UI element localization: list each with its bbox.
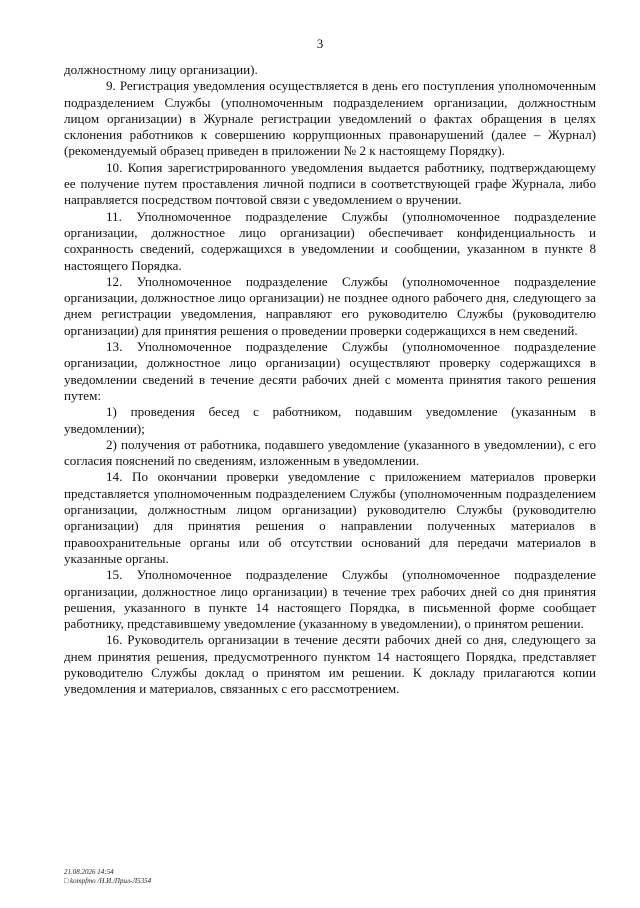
paragraph-13-item-2: 2) получения от работника, подавшего уведомление (указанного в уведомлении), с его согласия пояснений по сведениям, изложенным в уведомлении. (64, 436, 596, 469)
paragraph-16: 16. Руководитель организации в течение десяти рабочих дней со дня, следующего за днем принятия решения, предусмотренного пунктом 14 настоящего Порядка, представляет руководителю Службы доклад о принятом им решении. К докладу прилагаются копии уведомления и материалов, связанных с его рассмотрением. (64, 632, 596, 697)
paragraph-continuation: должностному лицу организации). (64, 62, 258, 77)
paragraph-11: 11. Уполномоченное подразделение Службы (уполномоченное подразделение организации, должностное лицо организации) обеспечивает конфиденциальность и сохранность сведений, содержащихся в уведомлении и сообщении, указанном в пункте 8 настоящего Порядка. (64, 208, 596, 273)
footer-date: 21.08.2026 14:54 (64, 868, 114, 876)
paragraph-14: 14. По окончании проверки уведомление с приложением материалов проверки представляется уполномоченным подразделением Службы (уполномоченным подразделением организации, должностным лицом организации) руководителю Службы (руководителю организации) для принятия решения о направлении полученных материалов в правоохранительные органы или об отсутствии оснований для передачи материалов в указанные органы. (64, 469, 596, 566)
document-footer (64, 868, 151, 886)
paragraph-12: 12. Уполномоченное подразделение Службы (уполномоченное подразделение организации, должностное лицо организации) не позднее одного рабочего дня, следующего за днем регистрации уведомления, направляют его руководителю Службы (руководителю организации) для принятия решения о проведении проверки содержащихся в нем сведений. (64, 273, 596, 338)
page-number: 3 (316, 36, 324, 51)
document-body (64, 62, 596, 698)
paragraph-15: 15. Уполномоченное подразделение Службы (уполномоченное подразделение организации, должностное лицо организации) в течение трех рабочих дней со дня принятия решения, указанного в пункте 14 настоящего Порядка, в письменной форме сообщает работнику, представившему уведомление (указанному в уведомлении), о принятом решении. (64, 567, 596, 632)
paragraph-13: 13. Уполномоченное подразделение Службы (уполномоченное подразделение организации, должностное лицо организации) осуществляют проверку содержащихся в уведомлении сведений в течение десяти рабочих дней с момента принятия такого решения путем: (64, 339, 596, 403)
paragraph-9: 9. Регистрация уведомления осуществляется в день его поступления уполномоченным подразделением Службы (уполномоченным подразделением организации, должностным лицом организации) в Журнале регистрации уведомлений о фактах обращения в целях склонения работников к совершению коррупционных правонарушений (далее – Журнал) (рекомендуемый образец приведен в приложении № 2 к настоящему Порядку). (64, 78, 596, 159)
paragraph-13-item-1: 1) проведения бесед с работником, подавшим уведомление (указанным в уведомлении); (64, 404, 596, 436)
footer-file-path: □ kompfmo /Н.И./Прил-Л5354 (64, 877, 152, 885)
paragraph-10: 10. Копия зарегистрированного уведомления выдается работнику, подтверждающему ее получение путем проставления личной подписи в соответствующей графе Журнала, либо направляется посредством почтовой связи с уведомлением о вручении. (64, 159, 596, 208)
